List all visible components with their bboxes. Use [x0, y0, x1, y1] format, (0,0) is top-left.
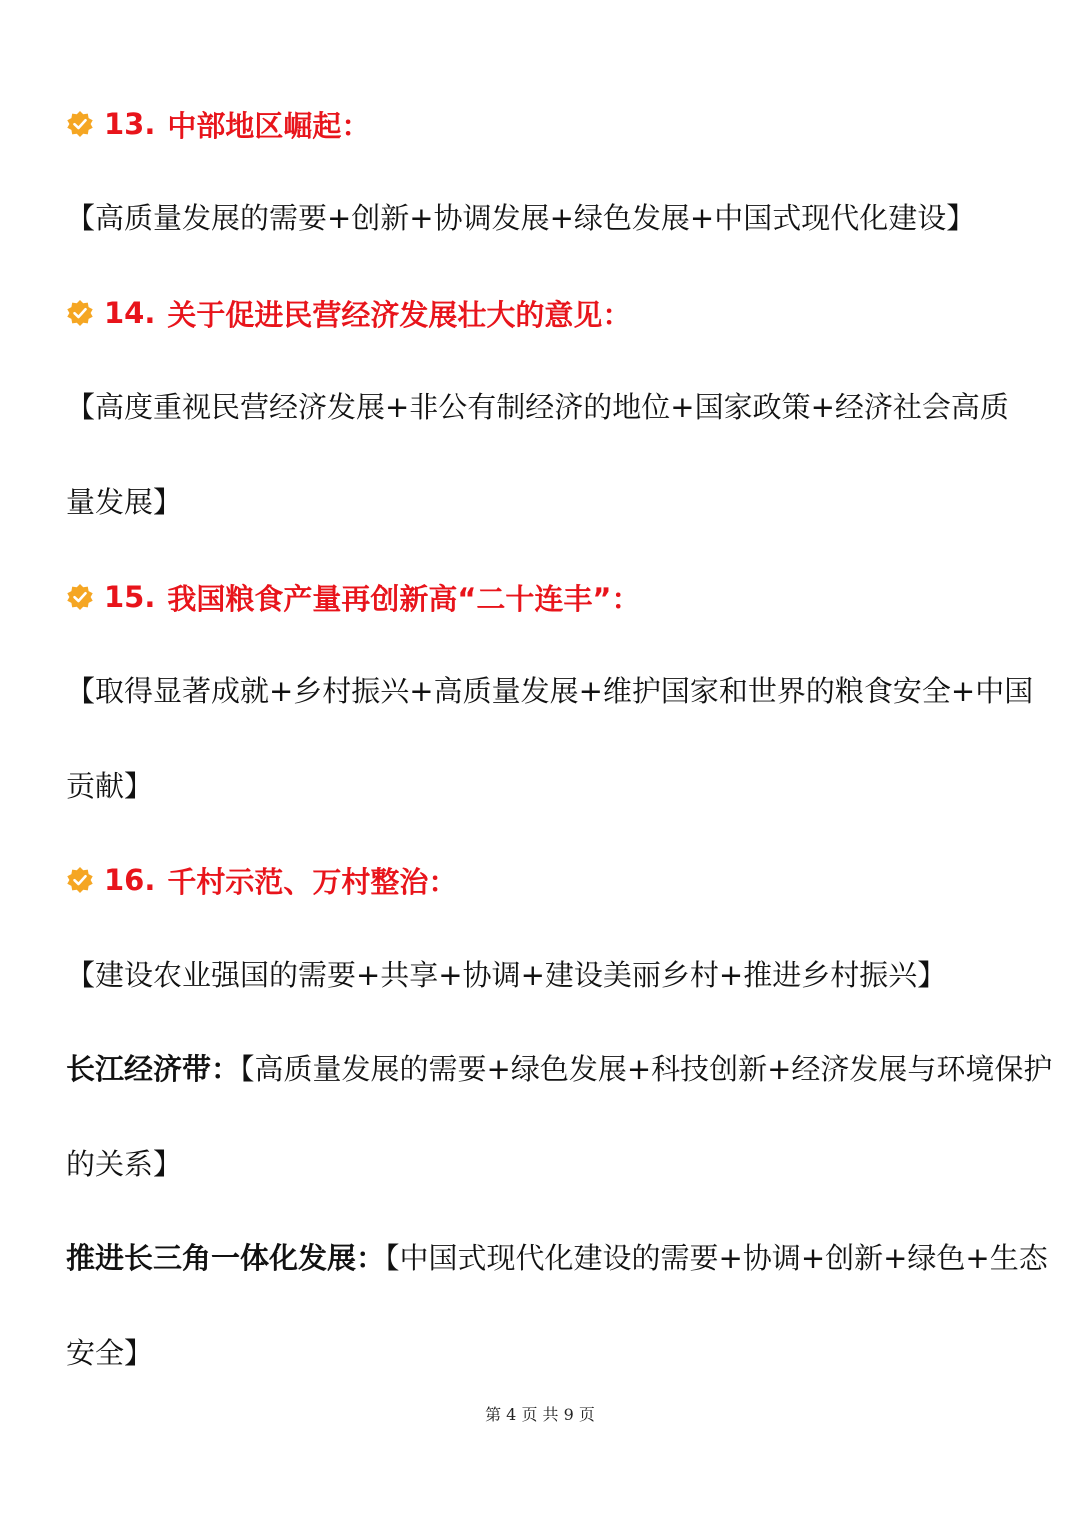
- extra-yangtze-line-2: 的关系】: [66, 1147, 183, 1181]
- extra-yangtze-line-1: [66, 1049, 1052, 1089]
- section-14-heading: [66, 293, 631, 333]
- section-title: 关于促进民营经济发展壮大的意见：: [167, 297, 632, 332]
- section-15-heading: [66, 577, 641, 617]
- verified-badge-icon: [66, 583, 94, 611]
- verified-badge-icon: [66, 299, 94, 327]
- page-footer: 第 4 页 共 9 页: [485, 1405, 595, 1424]
- extra-yangtze-text: 【高质量发展的需要+绿色发展+科技创新+经济发展与环境保护: [240, 1052, 1053, 1086]
- section-13-line-1: 【高质量发展的需要+创新+协调发展+绿色发展+中国式现代化建设】: [66, 201, 976, 235]
- extra-yrd-text: 【中国式现代化建设的需要+协调+创新+绿色+生态: [385, 1241, 1048, 1275]
- section-15-line-2: 贡献】: [66, 769, 154, 803]
- section-14-line-1: 【高度重视民营经济发展+非公有制经济的地位+国家政策+经济社会高质: [66, 390, 1009, 424]
- section-15-line-1: 【取得显著成就+乡村振兴+高质量发展+维护国家和世界的粮食安全+中国: [66, 674, 1034, 708]
- section-16-heading: [66, 860, 457, 900]
- section-title: 中部地区崛起：: [167, 108, 371, 143]
- section-number: 13.: [104, 107, 156, 141]
- section-13-heading: [66, 104, 370, 144]
- section-number: 16.: [104, 863, 156, 897]
- section-number: 15.: [104, 580, 156, 614]
- section-16-line-1: 【建设农业强国的需要+共享+协调+建设美丽乡村+推进乡村振兴】: [66, 958, 947, 992]
- extra-yrd-label: 推进长三角一体化发展：: [66, 1241, 386, 1275]
- verified-badge-icon: [66, 110, 94, 138]
- verified-badge-icon: [66, 866, 94, 894]
- section-number: 14.: [104, 296, 156, 330]
- extra-yrd-line-2: 安全】: [66, 1336, 154, 1370]
- section-title: 我国粮食产量再创新高“二十连丰”：: [167, 581, 641, 616]
- section-14-line-2: 量发展】: [66, 485, 183, 519]
- extra-yangtze-label: 长江经济带：: [66, 1052, 241, 1086]
- section-title: 千村示范、万村整治：: [167, 864, 458, 899]
- extra-yrd-line-1: [66, 1238, 1048, 1278]
